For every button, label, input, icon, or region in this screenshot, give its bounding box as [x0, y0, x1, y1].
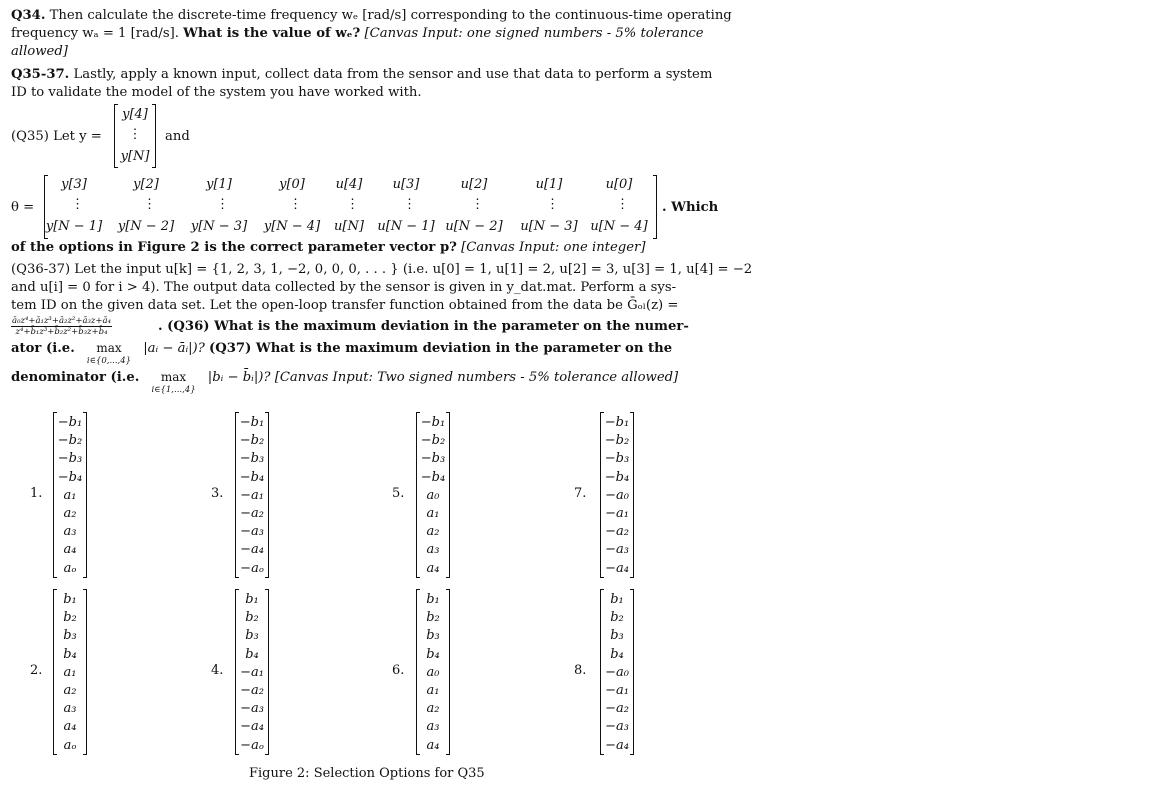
max-2-sub: i∈{1,...,4}	[151, 385, 196, 395]
option-entry: −b₂	[420, 433, 446, 449]
option-entry: −a₂	[240, 506, 264, 521]
option-entry: −a₄	[605, 560, 629, 576]
theta-cell-bottom: u[N − 4]	[590, 219, 648, 234]
option-entry: −a₁	[605, 683, 629, 698]
q3537-label: Q35-37.	[11, 67, 70, 82]
option-vector	[53, 412, 87, 578]
option-entry: b₄	[245, 646, 259, 662]
option-entry: a₄	[426, 737, 440, 753]
option-number: 3.	[211, 486, 224, 501]
theta-cell-top: u[1]	[535, 177, 563, 192]
option-entry: a₁	[426, 683, 440, 698]
option-entry: a₃	[426, 542, 440, 558]
option-entry: −b₃	[420, 451, 446, 467]
option-entry: b₄	[63, 646, 77, 662]
option-entry: −a₁	[240, 664, 264, 680]
option-entry: a₂	[63, 506, 77, 521]
theta-cell-top: y[3]	[61, 177, 87, 192]
figure-caption: Figure 2: Selection Options for Q35	[249, 766, 485, 781]
q34-line-2	[11, 25, 721, 44]
theta-cell-top: y[1]	[206, 177, 232, 192]
option-entry: b₃	[63, 628, 77, 644]
theta-cell-top: u[0]	[605, 177, 633, 192]
vertical-dots: ⋮	[471, 197, 484, 212]
theta-cell-bottom: u[N − 3]	[520, 219, 578, 234]
transfer-function-fraction	[11, 316, 112, 337]
option-entry: −b₃	[57, 451, 83, 467]
vertical-dots: ⋮	[616, 197, 629, 212]
q3637-line-5	[11, 339, 673, 366]
option-vector	[416, 412, 450, 578]
option-entry: −b₄	[57, 469, 83, 485]
option-vector	[600, 412, 634, 578]
option-entry: a₀	[426, 664, 440, 680]
option-entry: b₁	[63, 592, 77, 607]
option-entry: a₀	[426, 487, 440, 503]
q35-question-line	[11, 239, 721, 258]
option-vector	[416, 589, 450, 755]
option-entry: −b₂	[239, 433, 265, 449]
option-entry: −b₁	[57, 415, 83, 430]
fraction-denominator: z⁴+b̄₁z³+b̄₂z²+b̄₃z+b̄₄	[15, 327, 108, 337]
max-operator-2	[144, 368, 204, 395]
y-vector-bottom: y[N]	[120, 149, 150, 164]
fraction-numerator: ā₀z⁴+ā₁z³+ā₂z²+ā₃z+ā₄	[12, 316, 111, 326]
option-entry: b₂	[245, 610, 259, 626]
max-1-sub: i∈{0,...,4}	[86, 356, 132, 366]
option-entry: −b₃	[604, 451, 630, 467]
theta-cell-top: u[3]	[392, 177, 420, 192]
theta-cell-bottom: y[N − 2]	[117, 219, 175, 234]
option-entry: a₃	[426, 719, 440, 735]
max-1: max	[96, 341, 122, 355]
q35-intro: (Q35) Let y =	[11, 129, 102, 144]
max-operator-1	[79, 339, 139, 366]
theta-cell-bottom: u[N]	[334, 219, 364, 234]
theta-cell-top: u[2]	[460, 177, 488, 192]
option-entry: −b₄	[239, 469, 265, 485]
option-entry: a₁	[63, 664, 77, 680]
option-entry: a₄	[63, 542, 77, 558]
theta-cell-bottom: u[N − 1]	[377, 219, 435, 234]
option-number: 6.	[392, 663, 405, 678]
option-entry: −a₁	[240, 487, 264, 503]
option-vector	[600, 589, 634, 755]
option-vector	[235, 412, 269, 578]
option-entry: −b₂	[57, 433, 83, 449]
q3537-text-1: Lastly, apply a known input, collect data from the sensor and use that data to perform a system	[73, 67, 713, 82]
q34-text-2a: frequency wₐ = 1 [rad/s].	[11, 26, 179, 41]
theta-cell-bottom: u[N − 2]	[445, 219, 503, 234]
option-entry: a₂	[63, 683, 77, 698]
option-number: 1.	[30, 486, 43, 501]
option-number: 5.	[392, 486, 405, 501]
option-entry: b₃	[610, 628, 624, 644]
option-number: 4.	[211, 663, 224, 678]
option-entry: b₁	[610, 592, 624, 607]
option-entry: −aₒ	[240, 737, 264, 753]
q34-line-3: allowed]	[11, 44, 68, 59]
q34-text-1: Then calculate the discrete-time frequency wₑ [rad/s] corresponding to the continuous-time operating	[49, 8, 732, 23]
option-entry: −a₃	[240, 524, 264, 540]
q34-label: Q34.	[11, 8, 46, 23]
theta-cell-top: y[2]	[133, 177, 159, 192]
line5-expr: |aᵢ − āᵢ|)?	[143, 341, 205, 356]
q34-line-1	[11, 7, 732, 26]
option-entry: a₄	[426, 560, 440, 576]
option-entry: −a₁	[605, 506, 629, 521]
q34-canvas-note: [Canvas Input: one signed numbers - 5% tolerance	[364, 26, 704, 41]
option-entry: b₂	[610, 610, 624, 626]
option-entry: −a₄	[605, 737, 629, 753]
q3637-line-3: tem ID on the given data set. Let the open-loop transfer function obtained from the data be Ḡₒₗ(z) =	[11, 298, 679, 313]
option-entry: −a₀	[605, 487, 629, 503]
q36-question: . (Q36) What is the maximum deviation in the parameter on the numer-	[158, 319, 689, 334]
vertical-dots: ⋮	[403, 197, 416, 212]
option-entry: −aₒ	[240, 560, 264, 576]
option-entry: b₄	[426, 646, 440, 662]
option-entry: −b₁	[604, 415, 630, 430]
option-entry: a₁	[63, 487, 77, 503]
vertical-dots: ⋮	[143, 197, 156, 212]
q3637-line-6	[11, 368, 679, 395]
option-entry: a₃	[63, 524, 77, 540]
y-vector: y[4] ⋮ y[N]	[114, 104, 156, 168]
option-entry: b₃	[426, 628, 440, 644]
option-entry: −a₃	[605, 542, 629, 558]
vertical-dots: ⋮	[289, 197, 302, 212]
option-entry: −a₀	[605, 664, 629, 680]
option-vector	[53, 589, 87, 755]
vertical-dots: ⋮	[346, 197, 359, 212]
option-entry: aₒ	[63, 737, 77, 753]
option-entry: −a₄	[240, 719, 264, 735]
line5-lead: ator (i.e.	[11, 341, 75, 356]
theta-cell-top: u[4]	[335, 177, 363, 192]
option-entry: −a₂	[605, 701, 629, 717]
option-entry: a₁	[426, 506, 440, 521]
q35-and: and	[165, 129, 190, 144]
q3637-line-1: (Q36-37) Let the input u[k] = {1, 2, 3, 1, −2, 0, 0, 0, . . . } (i.e. u[0] = 1, u[1] = 2, u[2] = 3, u[3] = 1, u[4] = −2	[11, 262, 753, 277]
option-entry: −a₄	[240, 542, 264, 558]
option-entry: −a₃	[605, 719, 629, 735]
option-entry: −b₄	[604, 469, 630, 485]
line6-lead: denominator (i.e.	[11, 370, 140, 385]
option-entry: −b₂	[604, 433, 630, 449]
option-vector	[235, 589, 269, 755]
option-entry: a₃	[63, 701, 77, 717]
option-number: 8.	[574, 663, 587, 678]
option-entry: b₁	[245, 592, 259, 607]
vertical-dots: ⋮	[546, 197, 559, 212]
option-entry: a₄	[63, 719, 77, 735]
theta-cell-top: y[0]	[279, 177, 305, 192]
vertical-dots: ⋮	[216, 197, 229, 212]
option-entry: aₒ	[63, 560, 77, 576]
option-entry: b₃	[245, 628, 259, 644]
option-entry: a₂	[426, 524, 440, 540]
q34-question: What is the value of wₑ?	[183, 26, 361, 41]
option-entry: −a₂	[605, 524, 629, 540]
option-entry: −b₄	[420, 469, 446, 485]
option-entry: −a₃	[240, 701, 264, 717]
option-number: 2.	[30, 663, 43, 678]
option-entry: −a₂	[240, 683, 264, 698]
option-entry: −b₃	[239, 451, 265, 467]
q35-question: of the options in Figure 2 is the correct parameter vector p?	[11, 240, 457, 255]
q3537-line-2: ID to validate the model of the system you have worked with.	[11, 85, 422, 100]
theta-label: θ =	[11, 200, 35, 215]
option-entry: −b₁	[420, 415, 446, 430]
max-2: max	[160, 370, 187, 384]
option-entry: b₁	[426, 592, 440, 607]
option-entry: b₂	[63, 610, 77, 626]
vertical-dots: ⋮	[71, 197, 84, 212]
q37-question: (Q37) What is the maximum deviation in the parameter on the	[208, 341, 673, 356]
option-number: 7.	[574, 486, 587, 501]
theta-cell-bottom: y[N − 4]	[263, 219, 321, 234]
line6-expr: |bᵢ − b̄ᵢ|)?	[207, 370, 271, 385]
y-vector-top: y[4]	[122, 107, 148, 122]
q35-canvas-note: [Canvas Input: one integer]	[461, 240, 646, 255]
q35-which	[662, 199, 718, 218]
q3637-canvas-note: [Canvas Input: Two signed numbers - 5% tolerance allowed]	[274, 370, 679, 385]
option-entry: b₂	[426, 610, 440, 626]
theta-matrix	[44, 175, 657, 239]
option-entry: −b₁	[239, 415, 265, 430]
q3637-line-2: and u[i] = 0 for i > 4). The output data collected by the sensor is given in y_dat.mat. Perform a sys-	[11, 280, 677, 295]
option-entry: a₂	[426, 701, 440, 717]
q3537-line-1	[11, 66, 721, 85]
theta-cell-bottom: y[N − 3]	[190, 219, 248, 234]
which-text: . Which	[662, 200, 719, 215]
option-entry: b₄	[610, 646, 624, 662]
theta-cell-bottom: y[N − 1]	[45, 219, 103, 234]
